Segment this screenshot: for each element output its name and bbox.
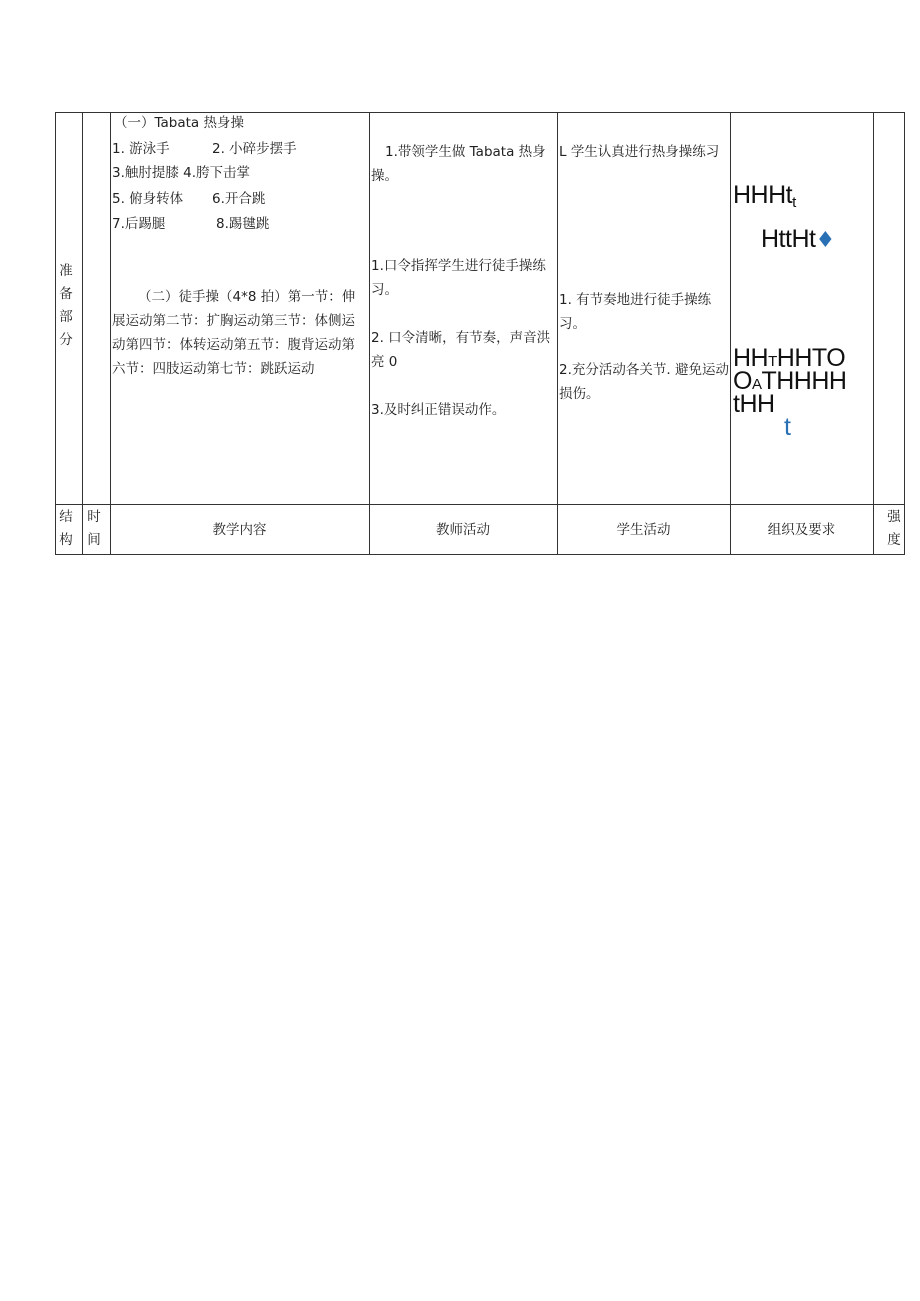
formation-row: tHH (733, 390, 775, 418)
teacher-p3: 2. 口令清晰，有节奏，声音洪亮 0 (371, 330, 551, 370)
content-item: 2. 小碎步摆手 (212, 141, 297, 157)
header-content: 教学内容 (212, 522, 267, 538)
formation-row: HHHtt (733, 181, 796, 211)
content-title: （一）Tabata 热身操 (114, 115, 244, 131)
header-organization: 组织及要求 (767, 522, 836, 538)
student-p3: 2.充分活动各关节. 避免运动损伤。 (559, 362, 729, 402)
content-part2: （二）徒手操（4*8 拍）第一节：伸展运动第二节：扩胸运动第三节：体侧运动第四节：体转运动第五节：腹背运动第六节：四肢运动第七节：跳跃运动 (112, 289, 356, 377)
diamond-icon: ♦ (815, 228, 835, 253)
header-structure: 结构 (59, 509, 73, 548)
content-item: 6.开合跳 (212, 191, 266, 207)
section-label: 准备部分 (59, 263, 73, 348)
teacher-p1: 1.带领学生做 Tabata 热身操。 (371, 144, 546, 184)
content-item: 3.触肘提膝 4.胯下击掌 (112, 165, 251, 181)
formation-row: HttHt♦ (761, 225, 835, 253)
student-p2: 1. 有节奏地进行徒手操练习。 (559, 292, 712, 332)
student-p1: L 学生认真进行热身操练习 (559, 144, 720, 160)
formation-row: t (784, 413, 791, 441)
teacher-p2: 1.口令指挥学生进行徒手操练习。 (371, 258, 546, 298)
teacher-p4: 3.及时纠正错误动作。 (371, 402, 506, 418)
formation-row: HHTHHTO (733, 344, 846, 372)
header-teacher: 教师活动 (436, 522, 490, 538)
header-intensity: 强度 (887, 509, 901, 548)
content-item: 5. 俯身转体 (112, 191, 184, 207)
formation-row: OATHHHH (733, 367, 847, 395)
header-time: 时间 (87, 509, 101, 548)
header-student: 学生活动 (616, 522, 671, 538)
content-item: 7.后踢腿 (112, 216, 166, 232)
content-item: 1. 游泳手 (112, 141, 170, 157)
content-item: 8.踢毽跳 (216, 216, 270, 232)
